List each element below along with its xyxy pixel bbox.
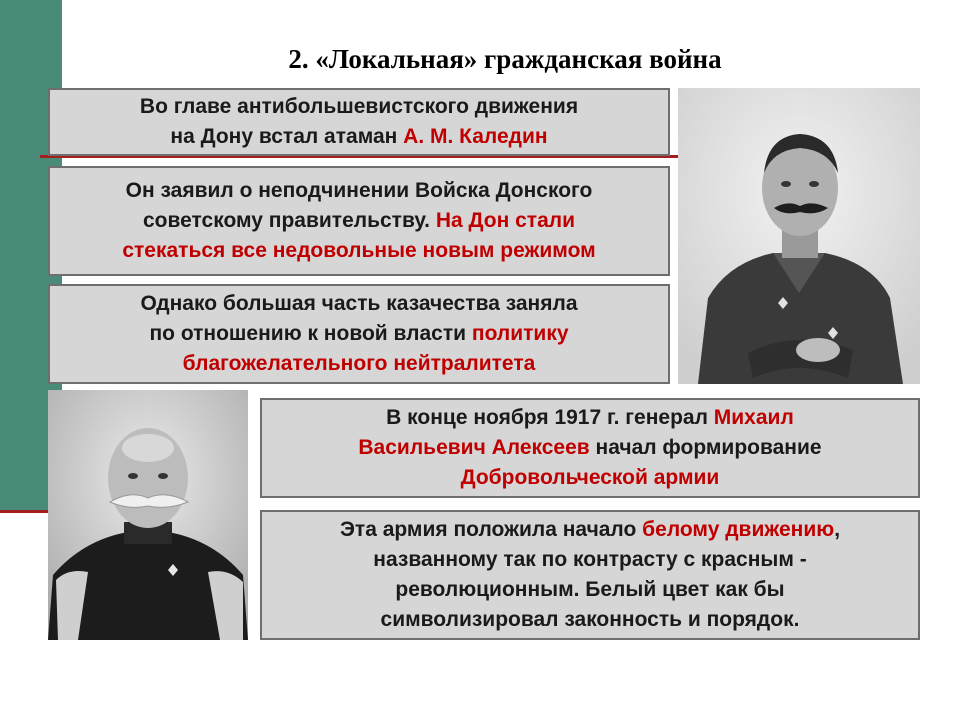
portrait-kaledin-image [678,88,920,384]
declaration-line2: советскому правительству. [142,209,436,232]
cossacks-highlight-2: благожелательного нейтралитета [182,352,536,375]
declaration-highlight-2: стекаться все недовольные новым режимом [122,239,596,262]
cossacks-highlight-1: политику [471,322,569,345]
white-highlight: белому движению [642,518,835,541]
white-line4: символизировал законность и порядок. [380,608,800,631]
kaledin-line2: на Дону встал атаман [170,125,404,148]
declaration-highlight-1: На Дон стали [435,209,575,232]
text-box-alekseev [260,398,920,498]
white-line1-tail: , [834,518,841,541]
text-box-kaledin [48,88,670,156]
alekseev-line1: В конце ноября 1917 г. генерал [386,406,714,429]
alekseev-line2: начал формирование [589,436,822,459]
alekseev-name-2: Васильевич Алексеев [358,436,590,459]
text-box-declaration [48,166,670,276]
white-line2: названному так по контрасту с красным - [373,548,807,571]
kaledin-name: А. М. Каледин [403,125,548,148]
declaration-line1: Он заявил о неподчинении Войска Донского [125,179,593,202]
white-line3: революционным. Белый цвет как бы [395,578,785,601]
slide-title: 2. «Локальная» гражданская война [288,44,722,74]
text-box-cossacks [48,284,670,384]
white-line1: Эта армия положила начало [339,518,643,541]
portrait-kaledin [678,88,920,384]
portrait-alekseev-image [48,390,248,640]
kaledin-line1: Во главе антибольшевистского движения [139,95,579,118]
alekseev-name-1: Михаил [713,406,794,429]
cossacks-line1: Однако большая часть казачества заняла [140,292,578,315]
cossacks-line2: по отношению к новой власти [149,322,472,345]
portrait-alekseev [48,390,248,640]
alekseev-army: Добровольческой армии [460,466,720,489]
text-box-white-movement [260,510,920,640]
